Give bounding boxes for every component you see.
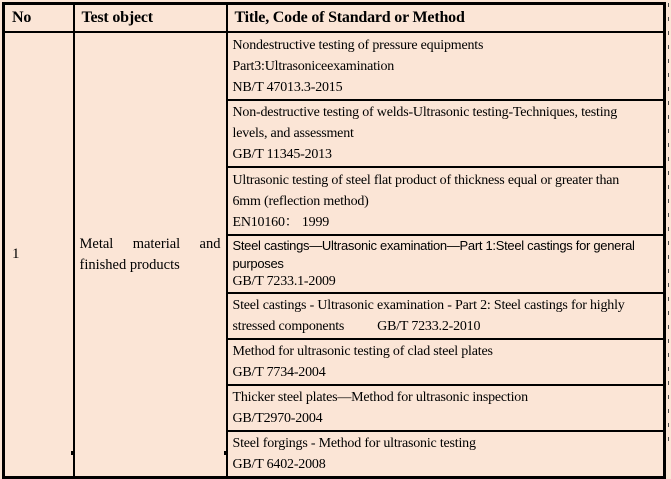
- standard-code: GB/T 11345-2013: [232, 147, 332, 162]
- cell-no: 1: [4, 32, 74, 478]
- cell-standard: [227, 339, 665, 385]
- standard-line: Steel forgings - Method for ultrasonic testing: [232, 436, 476, 451]
- cell-standard: [227, 32, 665, 100]
- standard-code: GB/T 6402-2008: [232, 457, 326, 472]
- column-header-no: No: [4, 4, 74, 33]
- standard-line: Ultrasonic testing of steel flat product of thickness equal or greater than: [232, 172, 620, 188]
- cell-standard: [227, 293, 665, 339]
- standard-code: GB/T 7233.1-2009: [232, 274, 336, 289]
- column-header-title: Title, Code of Standard or Method: [227, 4, 665, 33]
- gridline-tick: [71, 451, 73, 455]
- gridline-tick: [224, 451, 226, 455]
- table-row: [4, 32, 665, 100]
- standard-code: NB/T 47013.3-2015: [232, 79, 343, 95]
- standard-line: Steel castings - Ultrasonic examination - Part 2: Steel castings for highly: [232, 298, 625, 313]
- text-boundary-dashed-line: [668, 3, 669, 451]
- test-object-text: Metal material and finished products: [79, 235, 221, 273]
- standard-code: EN10160： 1999: [232, 214, 330, 230]
- standard-line: purposes: [232, 256, 284, 271]
- standard-line: Steel castings—Ultrasonic examination—Part 1:Steel castings for general: [232, 238, 635, 253]
- cell-standard: [227, 235, 665, 293]
- column-header-test-object: Test object: [74, 4, 227, 33]
- standard-line: Part3:Ultrasoniceexamination: [232, 58, 395, 74]
- standards-table: [2, 2, 666, 479]
- standard-code: GB/T 7734-2004: [232, 365, 326, 380]
- standard-line: Non-destructive testing of welds-Ultrasonic testing-Techniques, testing: [232, 105, 618, 120]
- standard-line: levels, and assessment: [232, 126, 354, 141]
- table-header-row: [4, 4, 665, 33]
- standard-line: 6mm (reflection method): [232, 193, 369, 209]
- cell-standard: [227, 385, 665, 431]
- standard-code: GB/T2970-2004: [232, 411, 323, 426]
- cell-standard: [227, 431, 665, 478]
- cell-standard: [227, 100, 665, 167]
- cell-test-object: [74, 32, 227, 478]
- standard-line: Nondestructive testing of pressure equipments: [232, 37, 484, 53]
- cell-standard: [227, 167, 665, 235]
- standard-line: Thicker steel plates—Method for ultrasonic inspection: [232, 390, 528, 405]
- standard-code: stressed components GB/T 7233.2-2010: [232, 319, 481, 334]
- standard-line: Method for ultrasonic testing of clad steel plates: [232, 344, 493, 359]
